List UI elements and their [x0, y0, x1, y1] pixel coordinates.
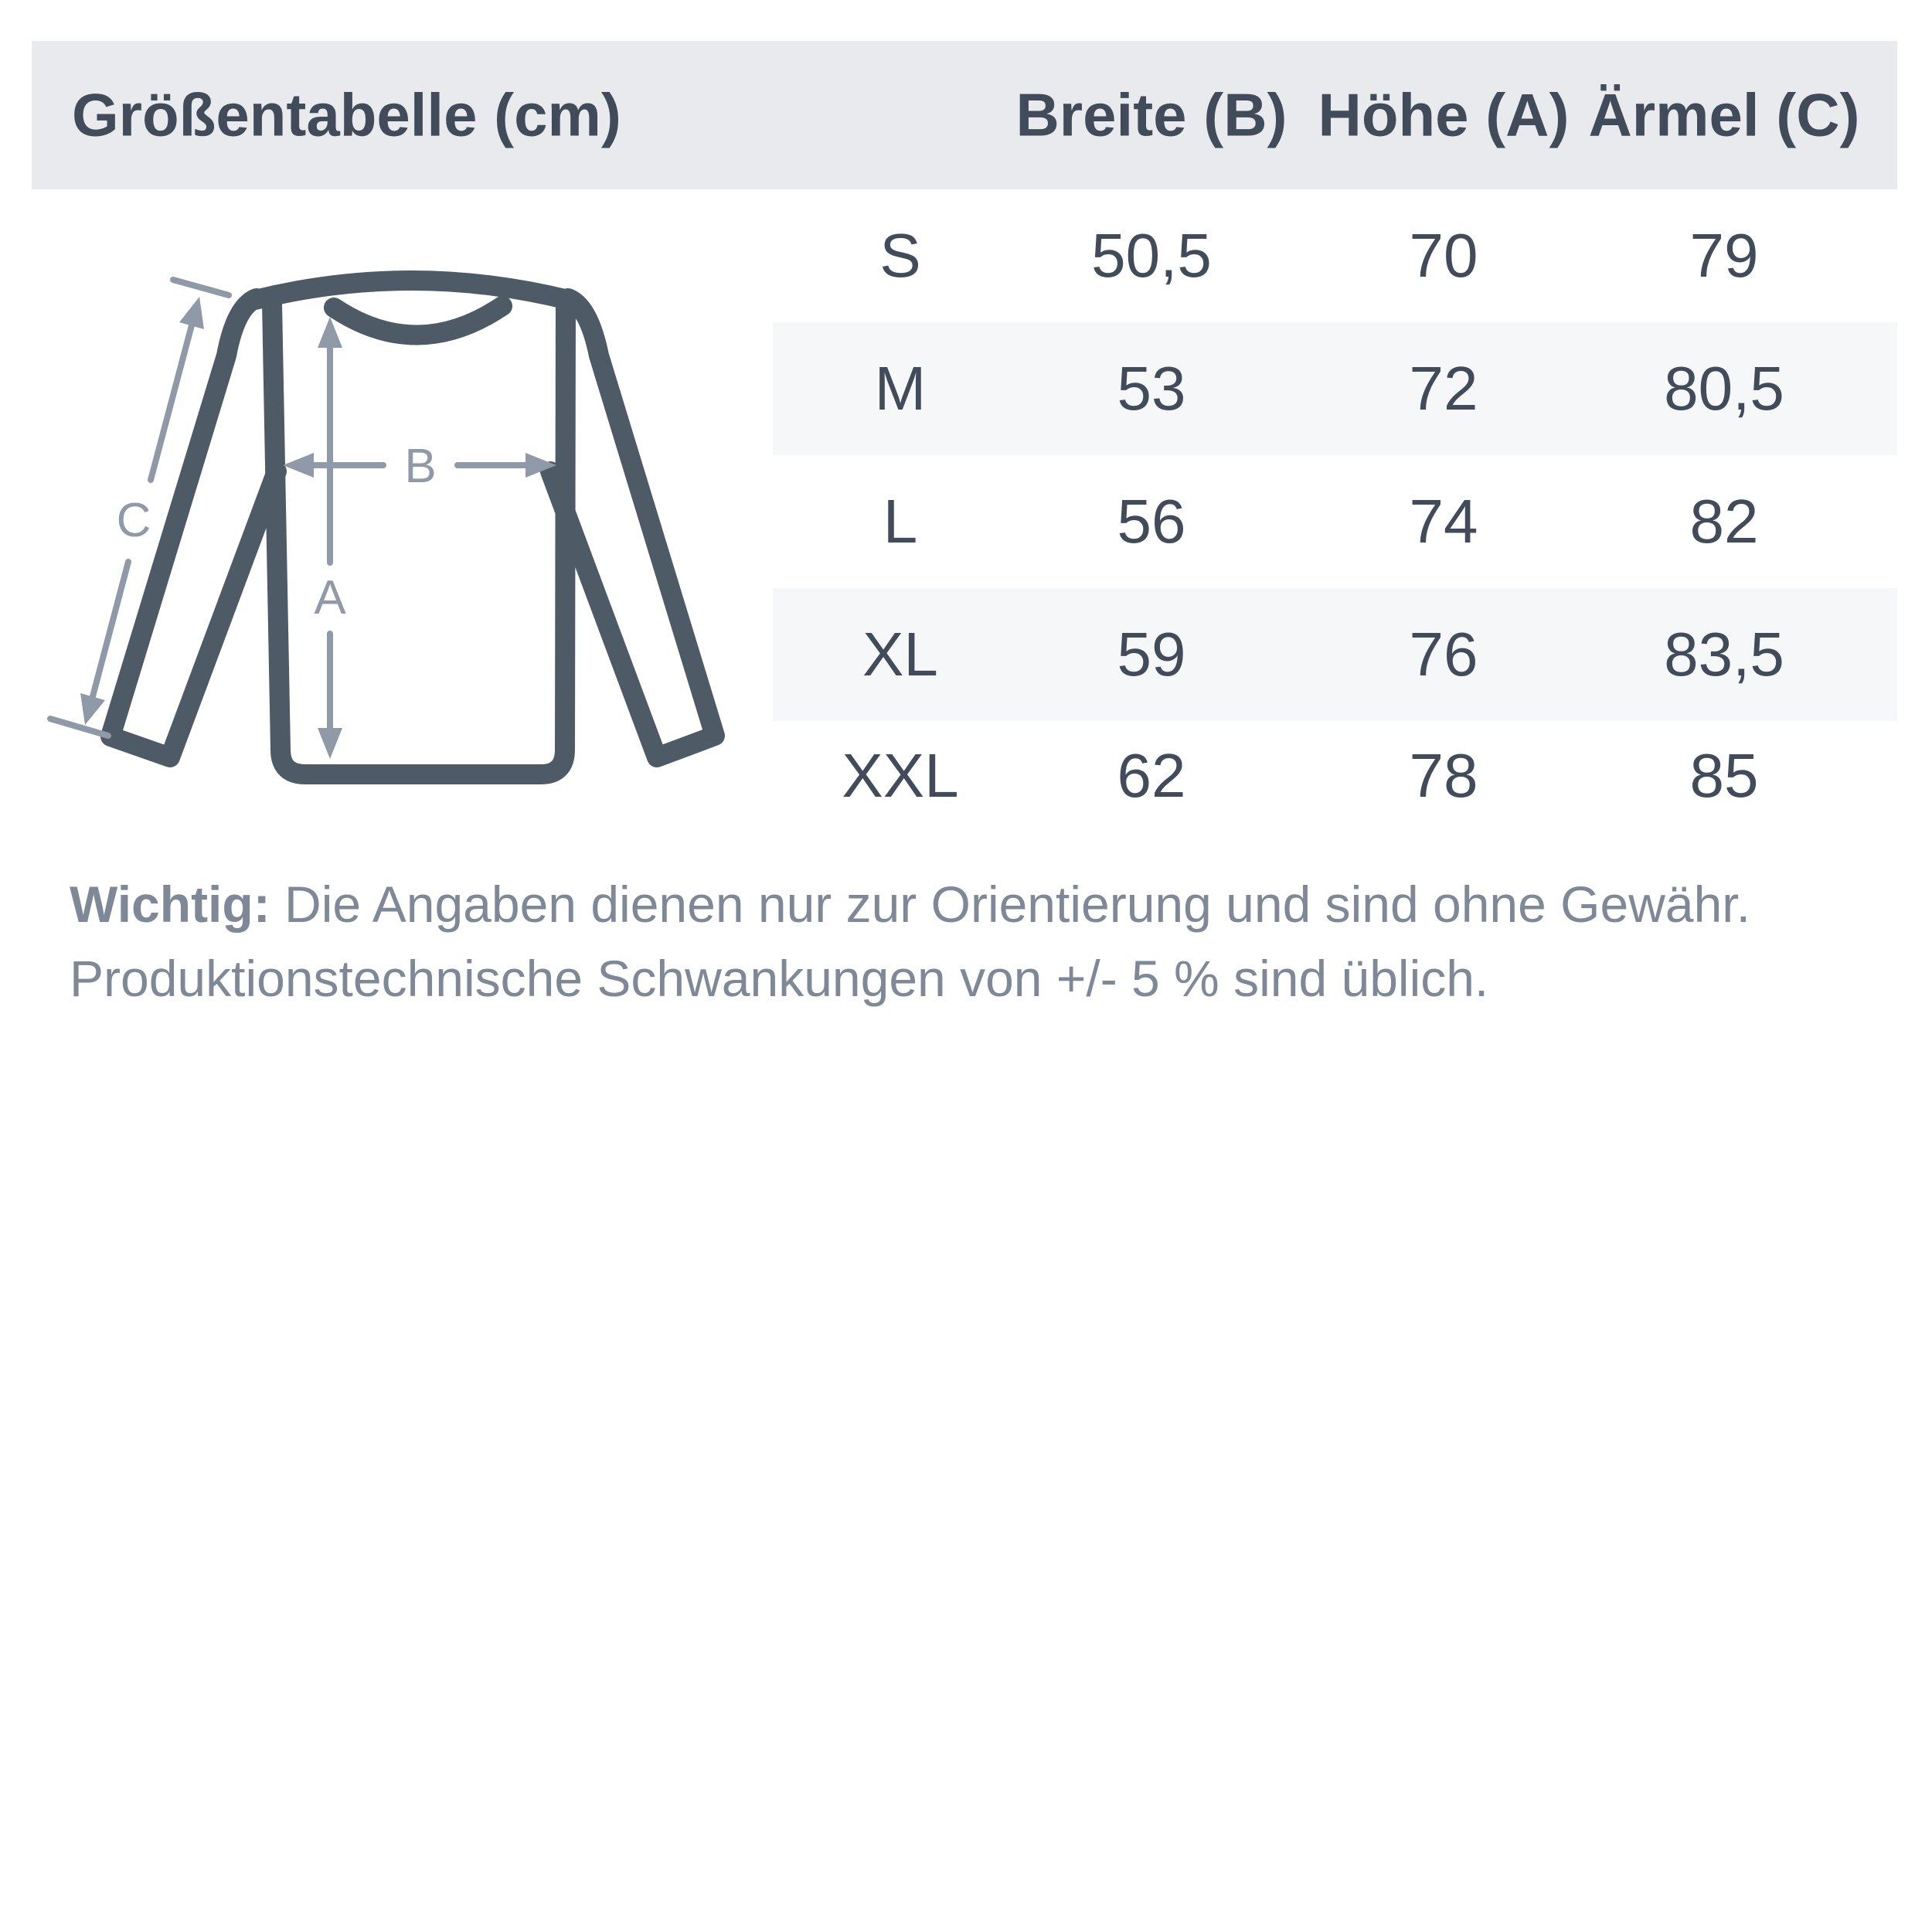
- longsleeve-measurement-diagram: [31, 216, 804, 873]
- breite-value: 56: [1117, 487, 1186, 556]
- disclaimer-line-1: [70, 867, 1909, 941]
- size-label: L: [883, 487, 918, 556]
- hoehe-value: 72: [1409, 354, 1478, 423]
- label-c: C: [116, 494, 151, 547]
- hoehe-value: 78: [1409, 741, 1478, 810]
- hoehe-value: 70: [1409, 221, 1478, 290]
- hoehe-value: 74: [1409, 487, 1478, 556]
- aermel-value: 80,5: [1664, 354, 1784, 423]
- disclaimer-text-1: Die Angaben dienen nur zur Orientierung und sind ohne Gewähr.: [270, 876, 1750, 933]
- aermel-value: 79: [1689, 221, 1759, 290]
- arrowhead-c-down: [80, 693, 105, 725]
- dimension-tick-c-top: [173, 280, 229, 295]
- size-label: XXL: [842, 741, 959, 810]
- shirt-body: [272, 303, 566, 774]
- page-title: Größentabelle (cm): [72, 80, 621, 149]
- hoehe-value: 76: [1409, 620, 1478, 689]
- breite-value: 50,5: [1091, 221, 1212, 290]
- size-label: S: [879, 221, 921, 290]
- shirt-neck-opening: [334, 306, 502, 335]
- arrowhead-b-left: [283, 453, 314, 478]
- breite-value: 53: [1117, 354, 1186, 423]
- size-label: M: [874, 354, 927, 423]
- arrowhead-c-up: [179, 297, 204, 329]
- shirt-collar-outer: [255, 281, 568, 300]
- column-header-aermel: Ärmel (C): [1588, 80, 1860, 149]
- column-header-hoehe: Höhe (A): [1318, 80, 1570, 149]
- dimension-tick-c-bottom: [50, 719, 108, 736]
- size-label: XL: [862, 620, 938, 689]
- aermel-value: 82: [1689, 487, 1759, 556]
- disclaimer-emphasis: Wichtig:: [70, 876, 270, 933]
- shirt-outline: [111, 281, 715, 774]
- label-b: B: [404, 440, 437, 493]
- label-a: A: [314, 571, 346, 624]
- dimension-arrowheads: [80, 297, 556, 759]
- column-header-breite: Breite (B): [1015, 80, 1287, 149]
- arrowhead-a-down: [318, 728, 342, 759]
- breite-value: 62: [1117, 741, 1186, 810]
- disclaimer-note: [70, 867, 1909, 1015]
- aermel-value: 85: [1689, 741, 1759, 810]
- aermel-value: 83,5: [1664, 620, 1784, 689]
- disclaimer-line-2: Produktionstechnische Schwankungen von +/- 5 % sind üblich.: [70, 950, 1489, 1007]
- breite-value: 59: [1117, 620, 1186, 689]
